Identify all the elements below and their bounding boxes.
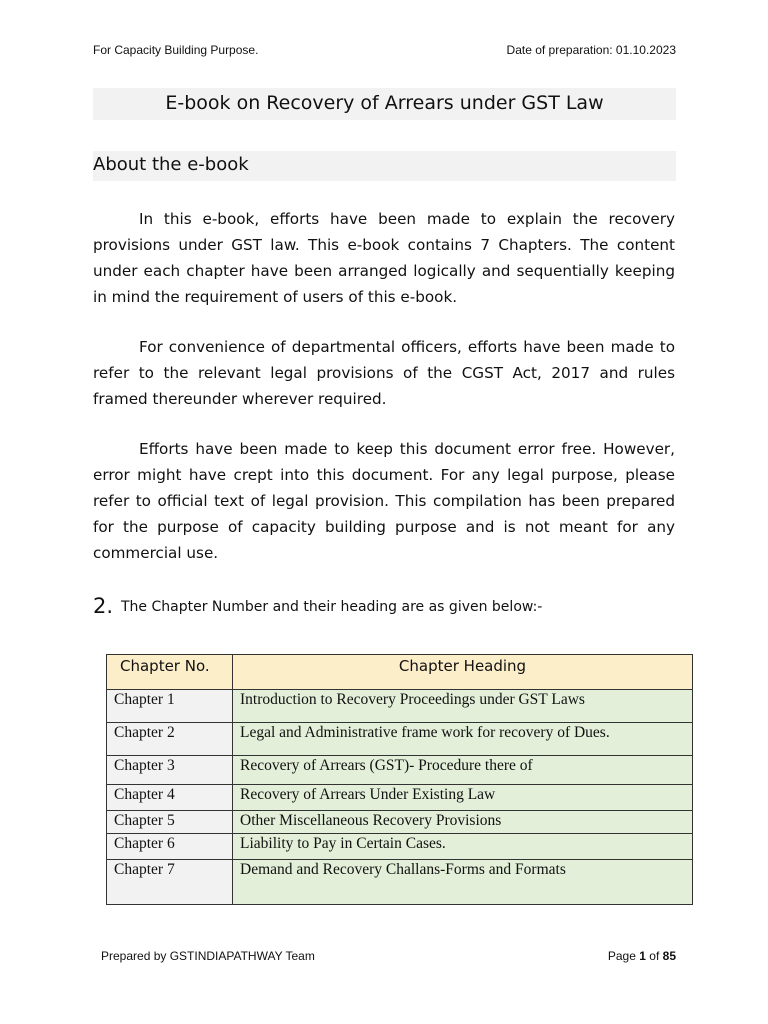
paragraph-1: In this e-book, efforts have been made to explain the recovery provisions under GST law. This e-book contains 7 Chapters. The content under each chapter have been arranged logically and sequentially keeping in mind the requirement of users of this e-book.: [93, 210, 675, 306]
section-heading: About the e-book: [93, 151, 676, 181]
chapter-heading: Recovery of Arrears (GST)- Procedure there of: [233, 756, 693, 785]
footer-prepared-by: Prepared by GSTINDIAPATHWAY Team: [101, 949, 315, 963]
chapter-no: Chapter 6: [107, 834, 233, 860]
paragraph-2: For convenience of departmental officers, efforts have been made to refer to the relevant legal provisions of the CGST Act, 2017 and rules framed thereunder wherever required.: [93, 338, 675, 408]
chapter-no: Chapter 3: [107, 756, 233, 785]
table-row: [107, 811, 693, 834]
header-date: Date of preparation: 01.10.2023: [506, 43, 676, 57]
page-total: 85: [662, 949, 676, 963]
table-row: [107, 834, 693, 860]
table-row: [107, 785, 693, 811]
point-text: The Chapter Number and their heading are as given below:-: [121, 599, 543, 615]
table-row: [107, 860, 693, 905]
chapter-table: [106, 654, 693, 905]
point-number: 2.: [93, 594, 114, 618]
page-number: [608, 949, 676, 963]
table-row: [107, 723, 693, 756]
page-label: Page: [607, 949, 636, 963]
document-title: E-book on Recovery of Arrears under GST Law: [93, 88, 676, 120]
header-purpose: For Capacity Building Purpose.: [93, 43, 259, 57]
table-row: [107, 690, 693, 723]
chapter-no: Chapter 1: [107, 690, 233, 723]
chapter-no: Chapter 2: [107, 723, 233, 756]
chapter-heading: Demand and Recovery Challans-Forms and Formats: [233, 860, 693, 905]
header-chapter-no: Chapter No.: [107, 655, 233, 690]
chapter-no: Chapter 4: [107, 785, 233, 811]
paragraph-3: Efforts have been made to keep this document error free. However, error might have crept into this document. For any legal purpose, please refer to official text of legal provision. This compilation has been prepared for the purpose of capacity building purpose and is not meant for any commercial use.: [93, 440, 675, 562]
page-current: 1: [639, 949, 646, 963]
chapter-no: Chapter 7: [107, 860, 233, 905]
chapter-heading: Liability to Pay in Certain Cases.: [233, 834, 693, 860]
table-header-row: [107, 655, 693, 690]
chapter-heading: Legal and Administrative frame work for recovery of Dues.: [233, 723, 693, 756]
point-2: [93, 594, 676, 622]
table-row: [107, 756, 693, 785]
chapter-heading: Introduction to Recovery Proceedings under GST Laws: [233, 690, 693, 723]
page-header: [93, 43, 676, 61]
page-footer: [101, 949, 676, 967]
page-of: of: [649, 949, 660, 963]
header-chapter-heading: Chapter Heading: [233, 655, 693, 690]
chapter-heading: Recovery of Arrears Under Existing Law: [233, 785, 693, 811]
chapter-heading: Other Miscellaneous Recovery Provisions: [233, 811, 693, 834]
chapter-no: Chapter 5: [107, 811, 233, 834]
